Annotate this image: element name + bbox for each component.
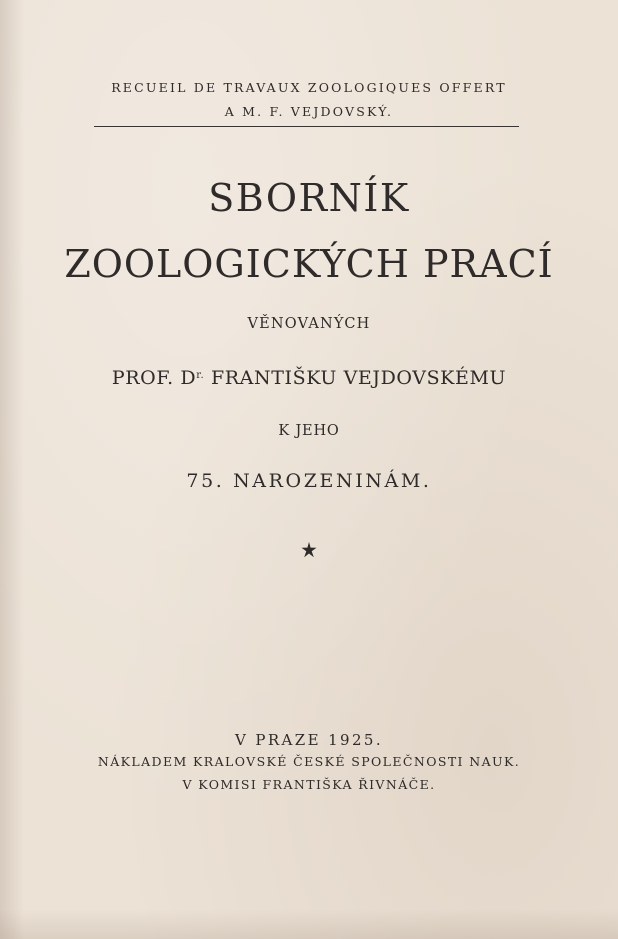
- honoree-name: FRANTIŠKU VEJDOVSKÉMU: [204, 367, 507, 389]
- series-title-line-2: A M. F. VEJDOVSKÝ.: [224, 104, 394, 119]
- birthday-text: 75. NAROZENINÁM.: [186, 470, 432, 492]
- publisher-line: NÁKLADEM KRALOVSKÉ ČESKÉ SPOLEČNOSTI NAUK.: [97, 754, 521, 769]
- occasion-text: K JEHO: [278, 423, 340, 439]
- honoree-title-superscript: r.: [196, 370, 205, 381]
- honoree-prefix: PROF. D: [111, 367, 197, 389]
- dedication-text: VĚNOVANÝCH: [247, 316, 371, 332]
- horizontal-rule: [94, 126, 519, 127]
- place-year: V PRAZE 1925.: [234, 731, 384, 749]
- paper-shadow-bottom: [0, 909, 618, 939]
- star-ornament-icon-svg: [300, 541, 318, 559]
- main-title-line-2: ZOOLOGICKÝCH PRACÍ: [64, 242, 554, 286]
- main-title-line-1: SBORNÍK: [208, 176, 410, 220]
- star-ornament-icon: [0, 541, 618, 563]
- honoree-line: [0, 367, 618, 389]
- commission-line: V KOMISI FRANTIŠKA ŘIVNÁČE.: [182, 777, 436, 792]
- series-title-line-1: RECUEIL DE TRAVAUX ZOOLOGIQUES OFFERT: [111, 80, 507, 95]
